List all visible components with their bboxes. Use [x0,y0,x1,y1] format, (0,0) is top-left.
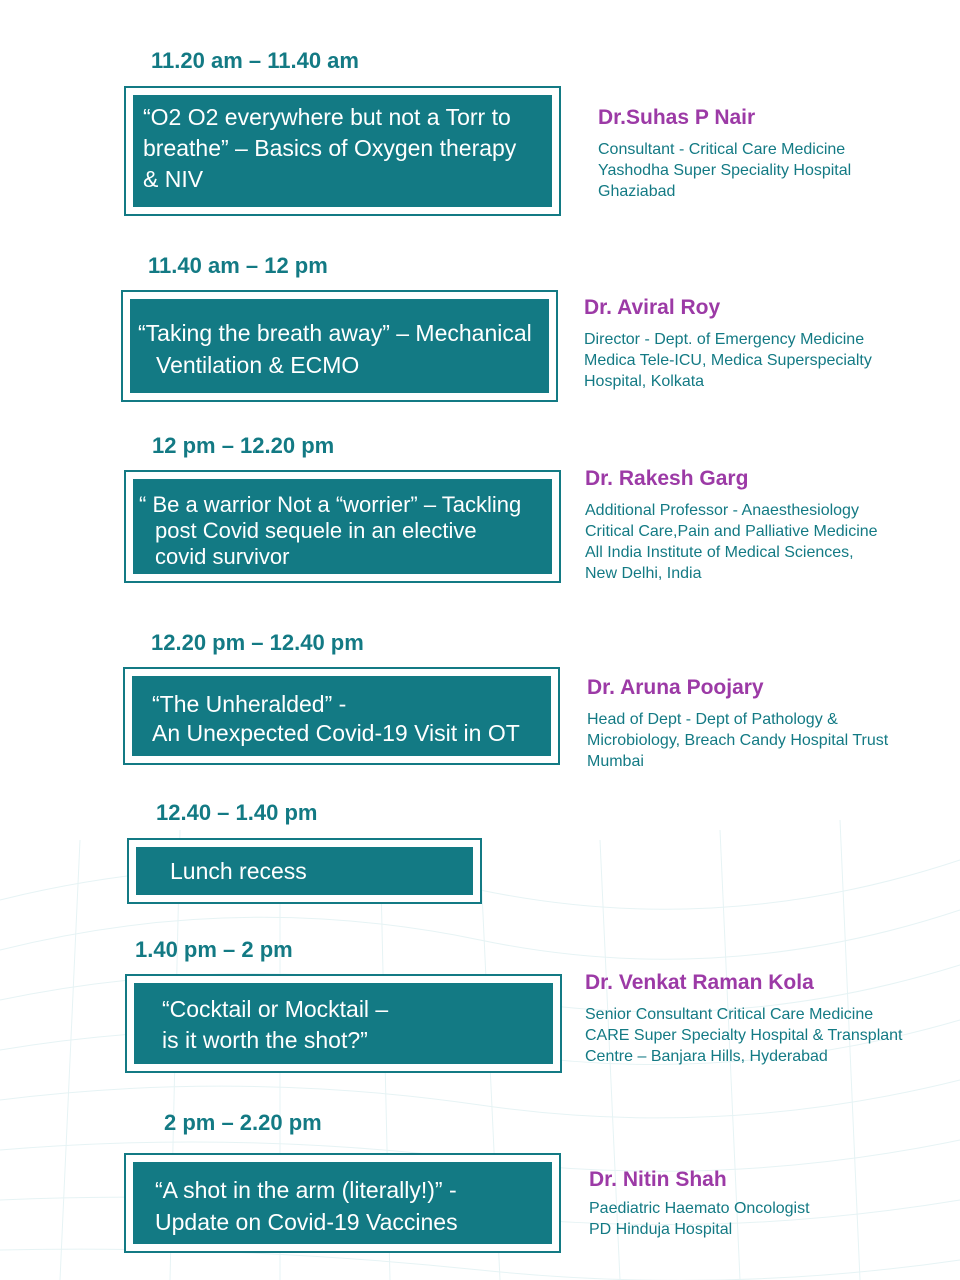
affiliation-line: Yashodha Super Speciality Hospital [598,162,852,179]
session-title-box [121,290,558,402]
affiliation-line: New Delhi, India [585,565,702,582]
speaker-block [585,971,902,1067]
session-time: 11.20 am – 11.40 am [151,48,359,73]
speaker-name: Dr. Nitin Shah [589,1168,727,1191]
speaker-block [587,676,888,772]
affiliation-line: PD Hinduja Hospital [589,1221,733,1238]
affiliation-line: Microbiology, Breach Candy Hospital Trust [587,732,889,749]
affiliation-line: Ghaziabad [598,183,676,200]
speaker-name: Dr. Venkat Raman Kola [585,971,814,994]
session-title-panel [133,95,552,207]
affiliation-line: Paediatric Haemato Oncologist [589,1200,810,1217]
session-title-panel [133,1162,552,1244]
session-title-box [124,470,561,583]
session-title-panel [136,847,473,895]
affiliation-line: Consultant - Critical Care Medicine [598,141,846,158]
session-title-line: Ventilation & ECMO [156,352,360,378]
speaker-block [585,467,878,584]
speaker-name: Dr.Suhas P Nair [598,106,756,129]
speaker-affiliation [589,1198,810,1240]
session-title-panel [132,676,551,756]
affiliation-line: All India Institute of Medical Sciences, [585,544,854,561]
session-title-box [124,86,561,216]
speaker-affiliation [587,709,888,772]
speaker-block [584,296,872,392]
session-title-box [125,974,562,1073]
session-title-line: breathe” – Basics of Oxygen therapy [143,135,517,161]
session-title-line: “Cocktail or Mocktail – [162,996,389,1022]
speaker-block [589,1168,810,1240]
session-title-line: covid survivor [155,544,290,569]
session-title-line: An Unexpected Covid-19 Visit in OT [152,720,520,746]
speaker-name: Dr. Aviral Roy [584,296,721,319]
session-time: 1.40 pm – 2 pm [135,937,293,962]
session-title-line: Lunch recess [170,858,307,884]
session-title-panel [130,299,549,393]
session-time: 12 pm – 12.20 pm [152,433,335,458]
affiliation-line: Director - Dept. of Emergency Medicine [584,331,865,348]
session-time: 11.40 am – 12 pm [148,253,328,278]
session-time: 12.40 – 1.40 pm [156,800,318,825]
affiliation-line: Senior Consultant Critical Care Medicine [585,1006,874,1023]
speaker-name: Dr. Rakesh Garg [585,467,749,490]
session-title-line: is it worth the shot?” [162,1027,368,1053]
session-title-line: “ Be a warrior Not a “worrier” – Tackling [139,492,522,517]
affiliation-line: Centre – Banjara Hills, Hyderabad [585,1048,828,1065]
session-time: 12.20 pm – 12.40 pm [151,630,364,655]
session-title-line: “Taking the breath away” – Mechanical [138,320,532,346]
affiliation-line: Head of Dept - Dept of Pathology & [587,711,838,728]
session-title-line: post Covid sequele in an elective [155,518,477,543]
speaker-block [598,106,851,202]
affiliation-line: Hospital, Kolkata [584,373,705,390]
session-title-line: “The Unheralded” - [152,691,347,717]
speaker-name: Dr. Aruna Poojary [587,676,764,699]
speaker-affiliation [598,139,851,202]
session-title-panel [134,983,553,1064]
speaker-affiliation [585,500,878,584]
session-title-line: “O2 O2 everywhere but not a Torr to [143,104,511,130]
affiliation-line: CARE Super Specialty Hospital & Transplant [585,1027,903,1044]
session-title-line: & NIV [143,166,204,192]
session-title-box [123,667,560,765]
affiliation-line: Critical Care,Pain and Palliative Medicine [585,523,878,540]
speaker-affiliation [584,329,872,392]
affiliation-line: Medica Tele-ICU, Medica Superspecialty [584,352,872,369]
session-title-box [124,1153,561,1253]
session-time: 2 pm – 2.20 pm [164,1110,322,1135]
affiliation-line: Additional Professor - Anaesthesiology [585,502,859,519]
affiliation-line: Mumbai [587,753,644,770]
speaker-affiliation [585,1004,902,1067]
lunch-box [127,838,482,904]
session-title-panel [133,479,552,574]
session-title-line: Update on Covid-19 Vaccines [155,1209,458,1235]
session-title-line: “A shot in the arm (literally!)” - [155,1177,457,1203]
